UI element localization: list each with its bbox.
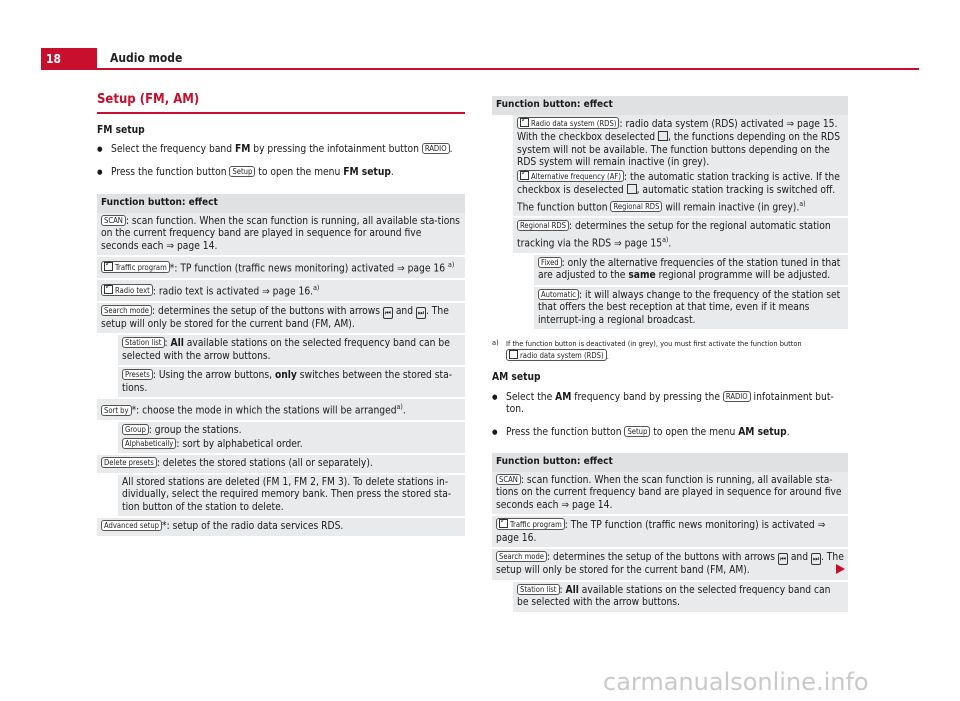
regional-rds-key: Regional RDS xyxy=(610,201,662,212)
row-group: Group : group the stations. Alphabetically : sort by alphabetical order. xyxy=(97,422,465,455)
checkbox-checked-icon xyxy=(520,118,529,127)
page-number: 18 xyxy=(41,48,97,70)
setup-key: Setup xyxy=(624,426,650,437)
table-header: Function button: effect xyxy=(492,96,848,115)
station-list-key: Station list xyxy=(517,584,560,595)
row-search-mode: Search mode : determines the setup of the buttons with arrows ⏮ and ⏭ . The setup will only be stored for the current band (FM, AM). xyxy=(492,549,848,582)
presets-key: Presets xyxy=(122,369,153,380)
bullet-select-am: ● Select the AM frequency band by pressing the RADIO infotainment but-ton. xyxy=(492,391,848,417)
row-automatic: Automatic : it will always change to the frequency of the station set that offers the best reception at that time, even if it means interrupt-ing a regional broadcast. xyxy=(492,287,848,332)
row-sort-by: Sort by *: choose the mode in which the stations will be arranged$^{a)}$. xyxy=(97,399,465,422)
alternative-frequency-key: ✓Alternative frequency (AF) xyxy=(517,170,624,182)
checkbox-checked-icon xyxy=(499,519,508,528)
station-list-key: Station list xyxy=(122,337,165,348)
radio-key: RADIO xyxy=(723,391,751,402)
continue-arrow-icon xyxy=(836,564,845,574)
row-scan: SCAN : scan function. When the scan function is running, all available sta-tions on the current frequency band are played in sequence for around five seconds each ⇒ page 14. xyxy=(97,213,465,258)
row-station-list: Station list : All available stations on the selected frequency band can be selected with the arrow buttons. xyxy=(492,582,848,614)
rds-key: radio data system (RDS) xyxy=(506,349,607,361)
checkbox-checked-icon xyxy=(104,262,113,271)
radio-text-key: ✓Radio text xyxy=(101,284,153,296)
section-title: Setup (FM, AM) xyxy=(97,92,200,107)
traffic-program-key: ✓Traffic program xyxy=(101,261,170,273)
am-setup-heading: AM setup xyxy=(492,372,541,384)
table-header: Function button: effect xyxy=(97,194,465,213)
group-key: Group xyxy=(122,424,149,435)
automatic-key: Automatic xyxy=(538,289,579,300)
regional-rds-key: Regional RDS xyxy=(517,220,569,231)
row-traffic-program: ✓Traffic program : The TP function (traffic news monitoring) is activated ⇒ page 16. xyxy=(492,516,848,549)
bullet-press-setup: ● Press the function button Setup to open the menu AM setup. xyxy=(492,426,848,440)
row-rds: ✓Radio data system (RDS) : radio data system (RDS) activated ⇒ page 15. With the checkbox deselected , the functions depending on the RDS system will not be available. The function buttons depending on the RDS system will remain inactive (in grey). ✓Alternative frequency (AF) : the automatic station tracking is active. If the checkbox is deselected , automatic station tracking is switched off. The function button Regional RDS will remain inactive (in grey).$^{a)}$ xyxy=(492,115,848,219)
radio-key: RADIO xyxy=(422,143,450,154)
delete-presets-key: Delete presets xyxy=(101,457,157,468)
alphabetically-key: Alphabetically xyxy=(122,438,176,449)
row-delete-detail: All stored stations are deleted (FM 1, FM 2, FM 3). To delete stations in-dividually, select the required memory bank. Then press the stored sta-tion button of the station to delete. xyxy=(97,475,465,519)
footnote: a) If the function button is deactivated (in grey), you must first activate the function button radio data system (RDS) . xyxy=(492,338,802,362)
scan-key: SCAN xyxy=(101,215,126,226)
skip-forward-icon: ⏭ xyxy=(417,308,425,317)
row-station-list: Station list : All available stations on the selected frequency band can be selected with the arrow buttons. xyxy=(97,335,465,367)
skip-forward-icon: ⏭ xyxy=(812,555,820,564)
section-rule xyxy=(97,112,465,114)
row-regional-rds: Regional RDS : determines the setup for the regional automatic station tracking via the RDS ⇒ page 15$^{a)}$. xyxy=(492,218,848,254)
fixed-key: Fixed xyxy=(538,257,562,268)
scan-key: SCAN xyxy=(496,474,521,485)
chapter-title: Audio mode xyxy=(110,51,183,65)
bullet-press-setup: ● Press the function button Setup to open the menu FM setup. xyxy=(97,166,465,180)
row-delete-presets: Delete presets : deletes the stored stations (all or separately). xyxy=(97,455,465,475)
checkbox-empty-icon xyxy=(509,350,518,359)
right-column xyxy=(492,96,848,614)
table-header: Function button: effect xyxy=(492,453,848,472)
bullet-select-fm: ● Select the frequency band FM by pressing the infotainment button RADIO . xyxy=(97,143,465,157)
watermark: carmanualsonline.info xyxy=(603,668,869,696)
checkbox-empty-icon xyxy=(658,131,668,141)
checkbox-checked-icon xyxy=(520,171,529,180)
advanced-setup-key: Advanced setup xyxy=(101,520,162,531)
skip-back-icon: ⏮ xyxy=(779,555,787,564)
skip-back-icon: ⏮ xyxy=(384,308,392,317)
row-traffic-program: ✓Traffic program *: TP function (traffic news monitoring) activated ⇒ page 16 $^{a)}$ xyxy=(97,257,465,280)
search-mode-key: Search mode xyxy=(496,551,547,562)
rds-key: ✓Radio data system (RDS) xyxy=(517,117,619,129)
setup-key: Setup xyxy=(229,166,255,177)
fm-setup-heading: FM setup xyxy=(97,124,145,136)
row-fixed: Fixed : only the alternative frequencies of the station tuned in that are adjusted to the same regional programme will be adjusted. xyxy=(492,255,848,287)
sort-by-key: Sort by xyxy=(101,405,132,416)
traffic-program-key: ✓Traffic program xyxy=(496,518,565,530)
row-presets: Presets : Using the arrow buttons, only switches between the stored sta-tions. xyxy=(97,367,465,399)
checkbox-empty-icon xyxy=(627,184,637,194)
row-search-mode: Search mode : determines the setup of the buttons with arrows ⏮ and ⏭ . The setup will only be stored for the current band (FM, AM). xyxy=(97,303,465,336)
checkbox-checked-icon xyxy=(104,285,113,294)
left-column xyxy=(97,94,465,538)
row-advanced-setup: Advanced setup *: setup of the radio data services RDS. xyxy=(97,518,465,538)
row-radio-text: ✓Radio text : radio text is activated ⇒ page 16.$^{a)}$ xyxy=(97,280,465,303)
row-scan: SCAN : scan function. When the scan function is running, all available sta-tions on the current frequency band are played in sequence for around five seconds each ⇒ page 14. xyxy=(492,472,848,517)
search-mode-key: Search mode xyxy=(101,305,152,316)
header-rule xyxy=(97,68,919,70)
